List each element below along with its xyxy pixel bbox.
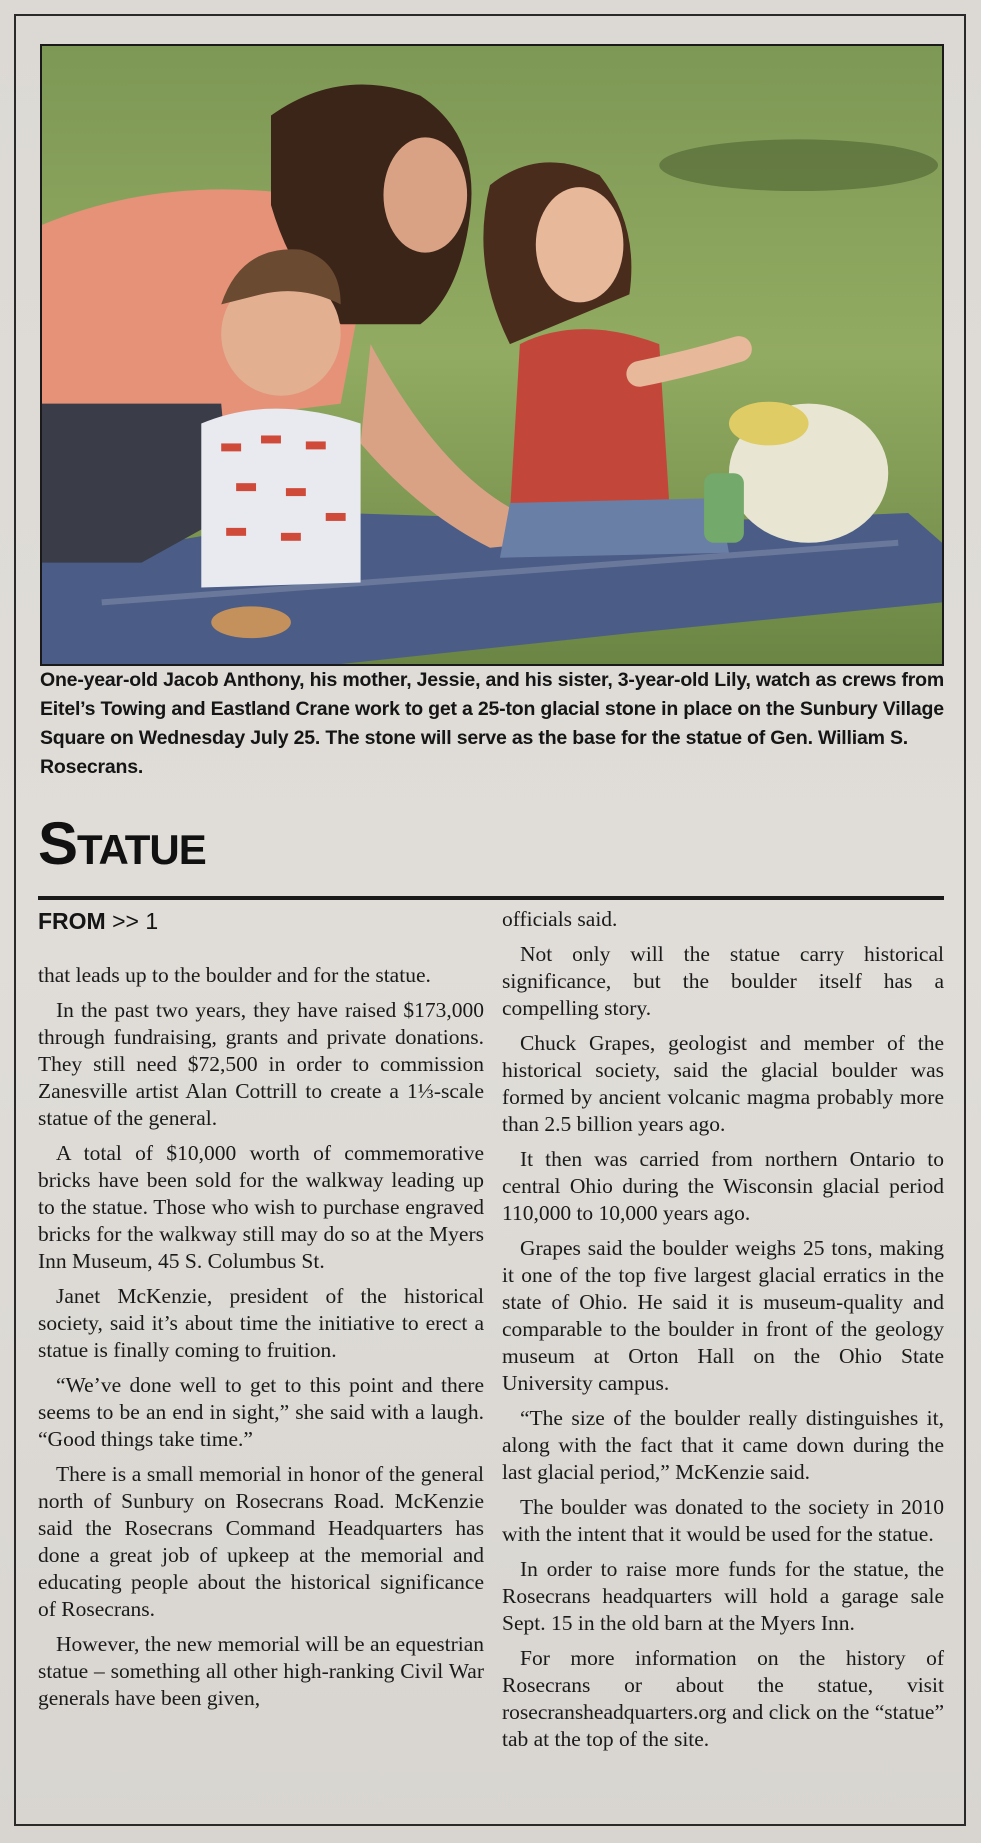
paragraph: For more information on the history of Rosecrans or about the statue, visit rosecransheadquarters.org and click on the “statue” tab at the top of the site. [502, 1646, 944, 1751]
article-column-left [38, 962, 484, 1720]
headline [38, 812, 206, 876]
paragraph: However, the new memorial will be an equestrian statue – something all other high-ranking Civil War generals have been given, [38, 1632, 484, 1710]
paragraph: officials said. [502, 907, 618, 931]
paragraph: Chuck Grapes, geologist and member of the historical society, said the glacial boulder was formed by ancient volcanic magma probably more than 2.5 billion years ago. [502, 1031, 944, 1136]
article-column-right [502, 906, 944, 1761]
jump-line [38, 906, 158, 936]
paragraph: Not only will the statue carry historical significance, but the boulder itself has a compelling story. [502, 942, 944, 1020]
paragraph: Grapes said the boulder weighs 25 tons, making it one of the top five largest glacial erratics in the state of Ohio. He said it is museum-quality and comparable to the boulder in front of the geology museum at Orton Hall on the Ohio State University campus. [502, 1236, 944, 1395]
paragraph: The boulder was donated to the society in 2010 with the intent that it would be used for the statue. [502, 1495, 944, 1546]
jump-label: FROM [38, 908, 106, 934]
paragraph: There is a small memorial in honor of the general north of Sunbury on Rosecrans Road. McKenzie said the Rosecrans Command Headquarters has done a great job of upkeep at the memorial and educating people about the historical significance of Rosecrans. [38, 1462, 484, 1621]
headline-rule [38, 896, 944, 900]
photo-caption: One-year-old Jacob Anthony, his mother, Jessie, and his sister, 3-year-old Lily, watch as crews from Eitel’s Towing and Eastland Crane work to get a 25-ton glacial stone in place on the Sunbury Village Square on Wednesday July 25. The stone will serve as the base for the statue of Gen. William S. Rosecrans. [40, 669, 945, 778]
jump-page: >> 1 [112, 908, 159, 934]
paragraph: It then was carried from northern Ontario to central Ohio during the Wisconsin glacial period 110,000 to 10,000 years ago. [502, 1147, 944, 1225]
paragraph: “We’ve done well to get to this point and there seems to be an end in sight,” she said with a laugh. “Good things take time.” [38, 1373, 484, 1451]
headline-text: Statue [38, 810, 206, 877]
paragraph: Janet McKenzie, president of the historical society, said it’s about time the initiative to erect a statue is finally coming to fruition. [38, 1284, 484, 1362]
paragraph: In order to raise more funds for the statue, the Rosecrans headquarters will hold a garage sale Sept. 15 in the old barn at the Myers Inn. [502, 1557, 944, 1635]
paragraph: In the past two years, they have raised $173,000 through fundraising, grants and private donations. They still need $72,500 in order to commission Zanesville artist Alan Cottrill to create a 1⅓-scale statue of the general. [38, 998, 484, 1130]
photo-illustration [42, 46, 942, 664]
news-photo [40, 44, 944, 666]
paragraph: A total of $10,000 worth of commemorative bricks have been sold for the walkway leading up to the statue. Those who wish to purchase engraved bricks for the walkway still may do so at the Myers Inn Museum, 45 S. Columbus St. [38, 1141, 484, 1273]
paragraph: that leads up to the boulder and for the statue. [38, 963, 431, 987]
paragraph: “The size of the boulder really distinguishes it, along with the fact that it came down during the last glacial period,” McKenzie said. [502, 1406, 944, 1484]
